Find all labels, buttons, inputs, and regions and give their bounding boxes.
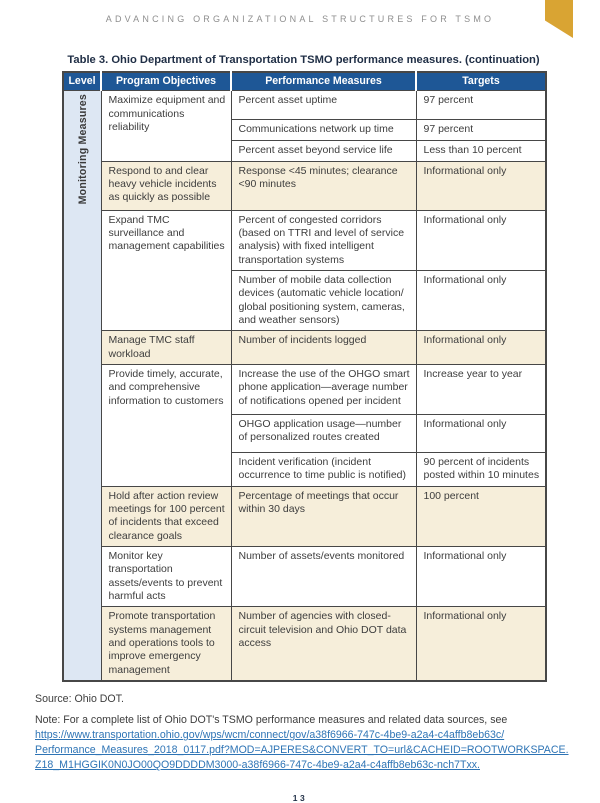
running-header: ADVANCING ORGANIZATIONAL STRUCTURES FOR TSMO xyxy=(105,14,495,24)
target-cell: Informational only xyxy=(416,331,546,365)
target-cell: 97 percent xyxy=(416,91,546,120)
measure-cell: Communications network up time xyxy=(231,120,416,141)
note-link-line[interactable]: Z18_M1HGGIK0N0JO00QO9DDDDM3000-a38f6966-747c-4be9-a2a4-c4affb8eb63c-nch7Txx. xyxy=(35,759,480,772)
objective-cell: Promote transportation systems management and operations tools to improve emergency management xyxy=(101,607,231,681)
measure-cell: Increase the use of the OHGO smart phone application—average number of notifications opened per incident xyxy=(231,365,416,415)
measure-cell: Number of assets/events monitored xyxy=(231,547,416,607)
col-header-program-objectives: Program Objectives xyxy=(101,72,231,91)
note-link-line[interactable]: Performance_Measures_2018_0117.pdf?MOD=AJPERES&CONVERT_TO=url&CACHEID=ROOTWORKSPACE. xyxy=(35,744,569,757)
monitoring-measures-label: Monitoring Measures xyxy=(76,94,89,205)
objective-cell: Provide timely, accurate, and comprehensive information to customers xyxy=(101,365,231,487)
performance-measures-table xyxy=(62,71,547,682)
level-cell xyxy=(63,91,101,681)
objective-cell: Hold after action review meetings for 100 percent of incidents that exceed clearance goals xyxy=(101,486,231,546)
target-cell: 100 percent xyxy=(416,486,546,546)
objective-cell: Respond to and clear heavy vehicle incidents as quickly as possible xyxy=(101,161,231,210)
table-row xyxy=(63,331,546,365)
measure-cell: Incident verification (incident occurrence to time public is notified) xyxy=(231,453,416,487)
target-cell: Informational only xyxy=(416,547,546,607)
target-cell: Less than 10 percent xyxy=(416,141,546,161)
target-cell: 97 percent xyxy=(416,120,546,141)
target-cell: Informational only xyxy=(416,210,546,270)
target-cell: Informational only xyxy=(416,271,546,331)
target-cell: Informational only xyxy=(416,161,546,210)
table-row xyxy=(63,547,546,607)
table-row xyxy=(63,607,546,681)
bookmark-ribbon-icon xyxy=(545,0,573,38)
objective-cell: Maximize equipment and communications reliability xyxy=(101,91,231,161)
page-footer xyxy=(35,693,570,773)
measure-cell: Number of agencies with closed-circuit television and Ohio DOT data access xyxy=(231,607,416,681)
measure-cell: Number of mobile data collection devices (automatic vehicle location/ global positioning system, cameras, and weather sensors) xyxy=(231,271,416,331)
objective-cell: Monitor key transportation assets/events to prevent harmful acts xyxy=(101,547,231,607)
col-header-level: Level xyxy=(63,72,101,91)
measure-cell: Percent asset beyond service life xyxy=(231,141,416,161)
table-header-row xyxy=(63,72,546,91)
note-text: Note: For a complete list of Ohio DOT's TSMO performance measures and related data sources, see xyxy=(35,713,508,726)
note-block xyxy=(35,713,570,773)
measure-cell: Percent asset uptime xyxy=(231,91,416,120)
note-link-line[interactable]: https://www.transportation.ohio.gov/wps/wcm/connect/gov/a38f6966-747c-4be9-a2a4-c4affb8eb63c/ xyxy=(35,729,505,742)
table-row xyxy=(63,365,546,415)
measure-cell: Response <45 minutes; clearance <90 minutes xyxy=(231,161,416,210)
target-cell: 90 percent of incidents posted within 10 minutes xyxy=(416,453,546,487)
col-header-targets: Targets xyxy=(416,72,546,91)
note-link[interactable] xyxy=(35,728,570,773)
table-row xyxy=(63,161,546,210)
measure-cell: Number of incidents logged xyxy=(231,331,416,365)
target-cell: Informational only xyxy=(416,607,546,681)
table-row xyxy=(63,486,546,546)
measure-cell: OHGO application usage—number of personalized routes created xyxy=(231,415,416,453)
objective-cell: Manage TMC staff workload xyxy=(101,331,231,365)
table-row xyxy=(63,91,546,120)
col-header-performance-measures: Performance Measures xyxy=(231,72,416,91)
table-row xyxy=(63,210,546,270)
measure-cell: Percentage of meetings that occur within 30 days xyxy=(231,486,416,546)
source-text: Source: Ohio DOT. xyxy=(35,692,124,705)
target-cell: Informational only xyxy=(416,415,546,453)
table-title: Table 3. Ohio Department of Transportation TSMO performance measures. (continuation) xyxy=(67,54,540,66)
measure-cell: Percent of congested corridors (based on TTRI and level of service analysis) with fixed intelligent transportation systems xyxy=(231,210,416,270)
objective-cell: Expand TMC surveillance and management capabilities xyxy=(101,210,231,331)
page-number: 13 xyxy=(292,793,308,803)
target-cell: Increase year to year xyxy=(416,365,546,415)
